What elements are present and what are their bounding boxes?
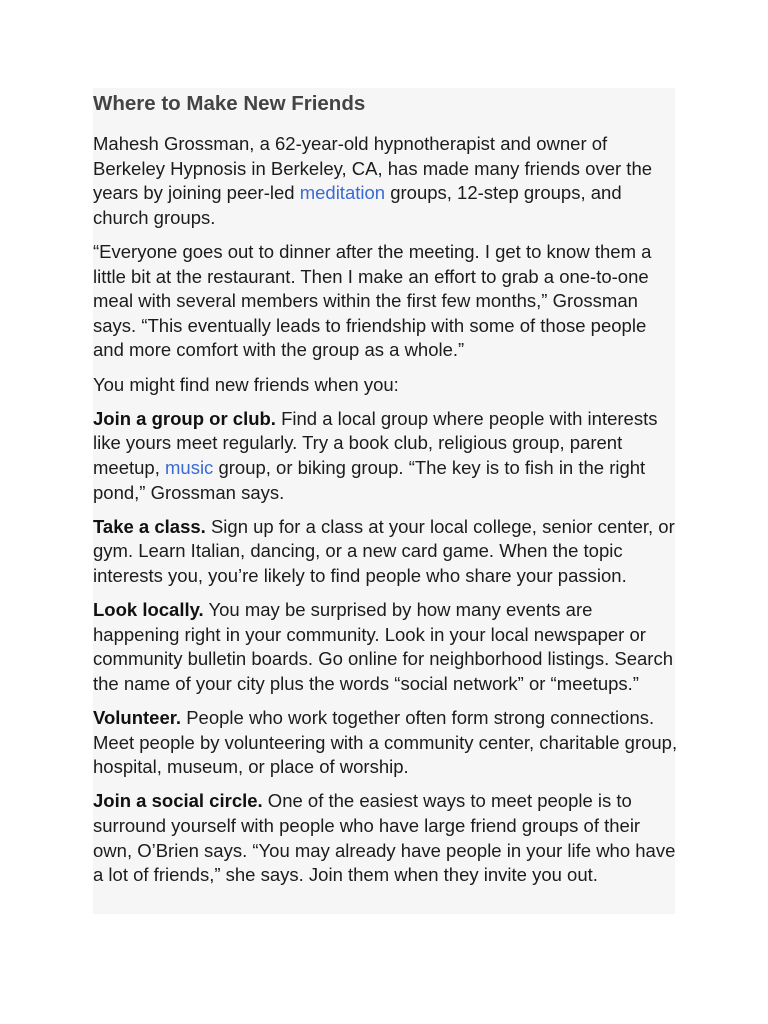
article-panel <box>93 88 678 914</box>
meditation-link[interactable]: meditation <box>299 182 386 204</box>
tip-take-class-lead: Take a class. <box>93 515 206 537</box>
tip-join-group <box>93 407 679 505</box>
tip-join-group-lead: Join a group or club. <box>93 407 276 429</box>
intro-text-after: groups, 12-step groups, and church groups. <box>93 182 622 228</box>
quote-paragraph: “Everyone goes out to dinner after the meeting. I get to know them a little bit at the restaurant. Then I make an effort to grab a one-to-one meal with several members within the first few months,” Grossman says. “This eventually leads to friendship with some of those people and more comfort with the group as a whole.” <box>93 240 652 361</box>
tip-social-circle <box>93 789 679 887</box>
tip-look-locally <box>93 598 679 696</box>
intro-paragraph <box>93 132 679 230</box>
article-title: Where to Make New Friends <box>93 92 366 115</box>
article-content <box>93 88 679 888</box>
intro-text-before: Mahesh Grossman, a 62-year-old hypnotherapist and owner of Berkeley Hypnosis in Berkeley, CA, has made many friends over the years by joining peer-led <box>93 133 653 204</box>
music-link[interactable]: music <box>165 456 214 478</box>
tip-join-group-text-after: group, or biking group. “The key is to fish in the right pond,” Grossman says. <box>93 456 646 503</box>
tip-look-locally-lead: Look locally. <box>93 599 204 621</box>
tips-intro: You might find new friends when you: <box>93 373 399 395</box>
tip-volunteer <box>93 706 679 780</box>
tip-social-circle-lead: Join a social circle. <box>93 790 263 812</box>
tip-take-class <box>93 515 679 589</box>
tip-social-circle-text: One of the easiest ways to meet people is to surround yourself with people who have large friend groups of their own, O’Brien says. “You may already have people in your life who have a lot of friends,” she says. Join them when they invite you out. <box>93 790 676 886</box>
tip-take-class-text: Sign up for a class at your local college, senior center, or gym. Learn Italian, dancing, or a new card game. When the topic interests you, you’re likely to find people who share your passion. <box>93 515 675 586</box>
tip-volunteer-text: People who work together often form strong connections. Meet people by volunteering with a community center, charitable group, hospital, museum, or place of worship. <box>93 707 678 778</box>
tip-look-locally-text: You may be surprised by how many events are happening right in your community. Look in your local newspaper or community bulletin boards. Go online for neighborhood listings. Search the name of your city plus the words “social network” or “meetups.” <box>93 599 673 694</box>
tip-join-group-text-before: Find a local group where people with interests like yours meet regularly. Try a book club, religious group, parent meetup, <box>93 407 658 478</box>
tip-volunteer-lead: Volunteer. <box>93 707 182 729</box>
